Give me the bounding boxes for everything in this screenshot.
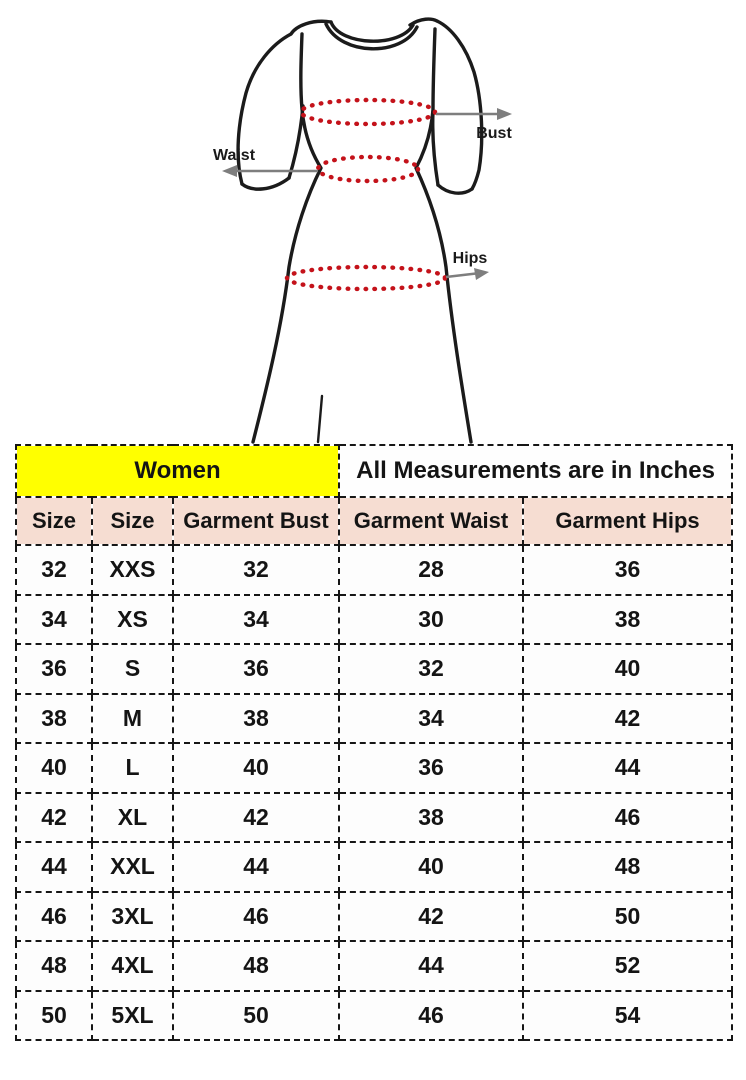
size-cell: 50 — [16, 991, 92, 1041]
size-cell: 42 — [16, 793, 92, 843]
column-header: Garment Waist — [339, 497, 523, 545]
column-header-row — [16, 497, 732, 545]
measurement-labels — [213, 125, 512, 267]
hips-arrow — [446, 274, 476, 278]
size-cell: 40 — [523, 644, 732, 694]
size-cell: 48 — [16, 941, 92, 991]
bust-dotted-line — [301, 100, 435, 124]
size-cell: 32 — [173, 545, 339, 595]
size-cell: 28 — [339, 545, 523, 595]
hips-dotted-line — [287, 267, 445, 289]
waist-arrowhead — [222, 165, 237, 177]
size-cell: 44 — [339, 941, 523, 991]
size-cell: 38 — [339, 793, 523, 843]
size-cell: S — [92, 644, 173, 694]
size-cell: 36 — [339, 743, 523, 793]
size-table-body — [16, 545, 732, 1040]
size-cell: 4XL — [92, 941, 173, 991]
size-cell: 38 — [523, 595, 732, 645]
size-cell: XL — [92, 793, 173, 843]
size-cell: 46 — [523, 793, 732, 843]
size-cell: 42 — [339, 892, 523, 942]
size-cell: 42 — [523, 694, 732, 744]
size-row — [16, 694, 732, 744]
size-cell: 38 — [173, 694, 339, 744]
size-cell: 3XL — [92, 892, 173, 942]
size-cell: 44 — [173, 842, 339, 892]
size-cell: 5XL — [92, 991, 173, 1041]
size-cell: 44 — [523, 743, 732, 793]
size-cell: 52 — [523, 941, 732, 991]
size-row — [16, 595, 732, 645]
size-cell: 36 — [16, 644, 92, 694]
size-row — [16, 793, 732, 843]
group-header-row — [16, 445, 732, 497]
waist-label: Waist — [212, 147, 256, 164]
dress-outline — [238, 19, 482, 442]
women-group-header: Women — [16, 445, 339, 497]
size-row — [16, 545, 732, 595]
size-cell: XS — [92, 595, 173, 645]
size-cell: 46 — [16, 892, 92, 942]
size-cell: M — [92, 694, 173, 744]
size-cell: 48 — [173, 941, 339, 991]
size-cell: 40 — [16, 743, 92, 793]
bust-arrowhead — [497, 108, 512, 120]
size-row — [16, 892, 732, 942]
column-header: Garment Hips — [523, 497, 732, 545]
size-row — [16, 991, 732, 1041]
size-cell: 40 — [339, 842, 523, 892]
size-cell: 38 — [16, 694, 92, 744]
size-cell: 36 — [523, 545, 732, 595]
hips-arrowhead — [474, 268, 489, 280]
size-cell: L — [92, 743, 173, 793]
size-cell: 40 — [173, 743, 339, 793]
bust-label: Bust — [476, 125, 512, 142]
size-cell: 34 — [339, 694, 523, 744]
dress-measurement-diagram — [0, 0, 746, 444]
size-cell: 32 — [16, 545, 92, 595]
column-header: Size — [16, 497, 92, 545]
size-cell: 48 — [523, 842, 732, 892]
size-cell: 44 — [16, 842, 92, 892]
size-cell: 36 — [173, 644, 339, 694]
size-cell: 46 — [339, 991, 523, 1041]
size-table — [15, 444, 733, 1041]
hips-label: Hips — [452, 250, 488, 267]
size-cell: 32 — [339, 644, 523, 694]
size-cell: 42 — [173, 793, 339, 843]
size-cell: 46 — [173, 892, 339, 942]
size-row — [16, 644, 732, 694]
size-cell: 34 — [173, 595, 339, 645]
waist-dotted-line — [318, 157, 418, 181]
size-row — [16, 842, 732, 892]
size-row — [16, 743, 732, 793]
measurements-unit-header: All Measurements are in Inches — [339, 445, 732, 497]
size-cell: 50 — [173, 991, 339, 1041]
size-cell: 34 — [16, 595, 92, 645]
size-cell: XXS — [92, 545, 173, 595]
size-cell: XXL — [92, 842, 173, 892]
size-cell: 54 — [523, 991, 732, 1041]
size-row — [16, 941, 732, 991]
size-cell: 50 — [523, 892, 732, 942]
column-header: Garment Bust — [173, 497, 339, 545]
column-header: Size — [92, 497, 173, 545]
size-cell: 30 — [339, 595, 523, 645]
